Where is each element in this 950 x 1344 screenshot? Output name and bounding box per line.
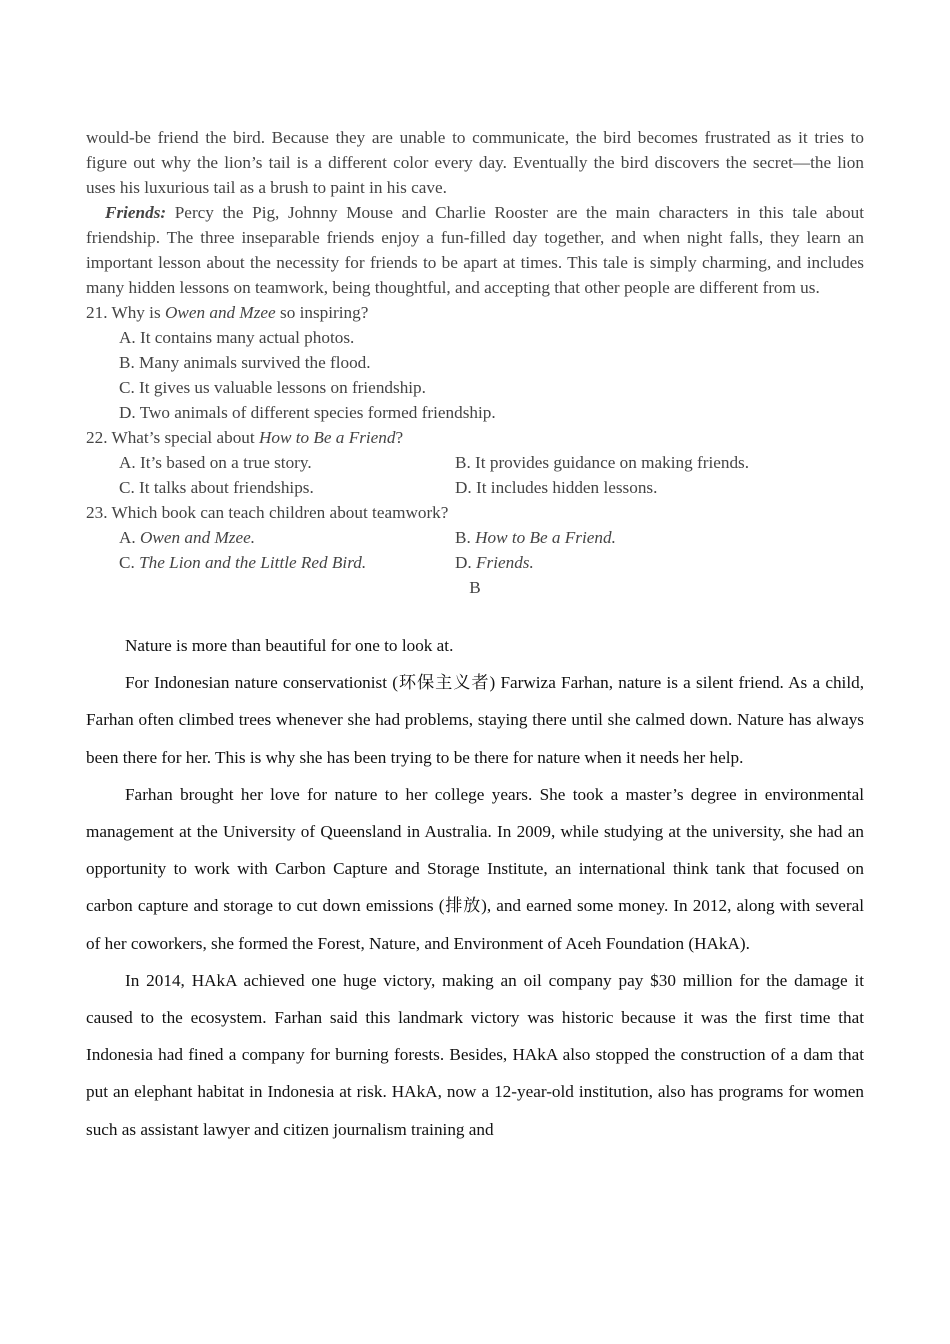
passage-b-paragraph-1: Nature is more than beautiful for one to look at.: [125, 636, 454, 655]
question-22-prefix: 22. What’s special about: [86, 428, 259, 447]
friends-description: Percy the Pig, Johnny Mouse and Charlie Rooster are the main characters in this tale about friendship. The three inseparable friends enjoy a fun-filled day together, and when night falls, they learn an important lesson about the necessity for friends to be apart at times. This tale is simply charming, and includes many hidden lessons on teamwork, being thoughtful, and accepting that other people are different from us.: [86, 203, 864, 297]
question-22-title: How to Be a Friend: [258, 428, 396, 447]
question-23-options-ab: [86, 525, 864, 550]
question-23-options-cd: [86, 550, 864, 575]
section-heading-b: B: [469, 578, 481, 597]
question-23-option-b-label: B.: [455, 528, 476, 547]
question-21-option-a: A. It contains many actual photos.: [119, 328, 355, 347]
question-21-option-c: C. It gives us valuable lessons on friendship.: [119, 378, 426, 397]
question-23-option-d-label: D.: [455, 553, 477, 572]
question-21-title: Owen and Mzee: [164, 303, 276, 322]
question-22: [86, 425, 864, 450]
question-23-option-a: [119, 525, 455, 550]
question-23-option-b-text: How to Be a Friend.: [475, 528, 616, 547]
question-23-option-b: [455, 525, 864, 550]
question-23-option-a-text: Owen and Mzee.: [140, 528, 256, 547]
question-22-options-ab: [86, 450, 864, 475]
question-22-option-b: B. It provides guidance on making friends.: [455, 453, 750, 472]
passage-b-paragraph-4: In 2014, HAkA achieved one huge victory, making an oil company pay $30 million for the damage it caused to the ecosystem. Farhan said this landmark victory was historic because it was the first time that Indonesia had fined a company for burning forests. Besides, HAkA also stopped the construction of a dam that put an elephant habitat in Indonesia at risk. HAkA, now a 12-year-old institution, also has programs for women such as assistant lawyer and citizen journalism training and: [86, 970, 864, 1139]
question-21-suffix: so inspiring?: [275, 303, 369, 322]
book-title-friends: Friends:: [105, 203, 167, 222]
question-22-options-cd: [86, 475, 864, 500]
question-22-suffix: ?: [395, 428, 404, 447]
question-21: [86, 300, 864, 325]
question-22-option-c: C. It talks about friendships.: [119, 478, 314, 497]
passage-b-paragraph-3: Farhan brought her love for nature to her college years. She took a master’s degree in environmental management at the University of Queensland in Australia. In 2009, while studying at the university, she had an opportunity to work with Carbon Capture and Storage Institute, an international think tank that focused on carbon capture and storage to cut down emissions (排放), and earned some money. In 2012, along with several of her coworkers, she formed the Forest, Nature, and Environment of Aceh Foundation (HAkA).: [86, 784, 864, 953]
question-23-option-c-text: The Lion and the Little Red Bird.: [139, 553, 367, 572]
passage-b-paragraph-2: For Indonesian nature conservationist (环保主义者) Farwiza Farhan, nature is a silent friend. As a child, Farhan often climbed trees whenever she had problems, staying there until she calmed down. Nature has always been there for her. This is why she has been trying to be there for nature when it needs her help.: [86, 673, 864, 767]
question-23-option-d: [455, 550, 864, 575]
question-21-option-b: B. Many animals survived the flood.: [119, 353, 371, 372]
question-23-option-c-label: C.: [119, 553, 140, 572]
question-21-prefix: 21. Why is: [86, 303, 165, 322]
question-23-option-d-text: Friends.: [476, 553, 534, 572]
question-23-option-c: [119, 550, 455, 575]
question-23-option-a-label: A.: [119, 528, 141, 547]
question-21-option-d: D. Two animals of different species formed friendship.: [119, 403, 496, 422]
paragraph-friends: [86, 200, 864, 300]
question-22-option-a: A. It’s based on a true story.: [119, 453, 312, 472]
passage-a: [86, 125, 864, 600]
question-22-option-d: D. It includes hidden lessons.: [455, 478, 658, 497]
passage-b: [86, 627, 864, 1148]
question-23: 23. Which book can teach children about teamwork?: [86, 503, 449, 522]
paragraph-lion-bird: would-be friend the bird. Because they are unable to communicate, the bird becomes frustrated as it tries to figure out why the lion’s tail is a different color every day. Eventually the bird discovers the secret—the lion uses his luxurious tail as a brush to paint in his cave.: [86, 128, 864, 197]
